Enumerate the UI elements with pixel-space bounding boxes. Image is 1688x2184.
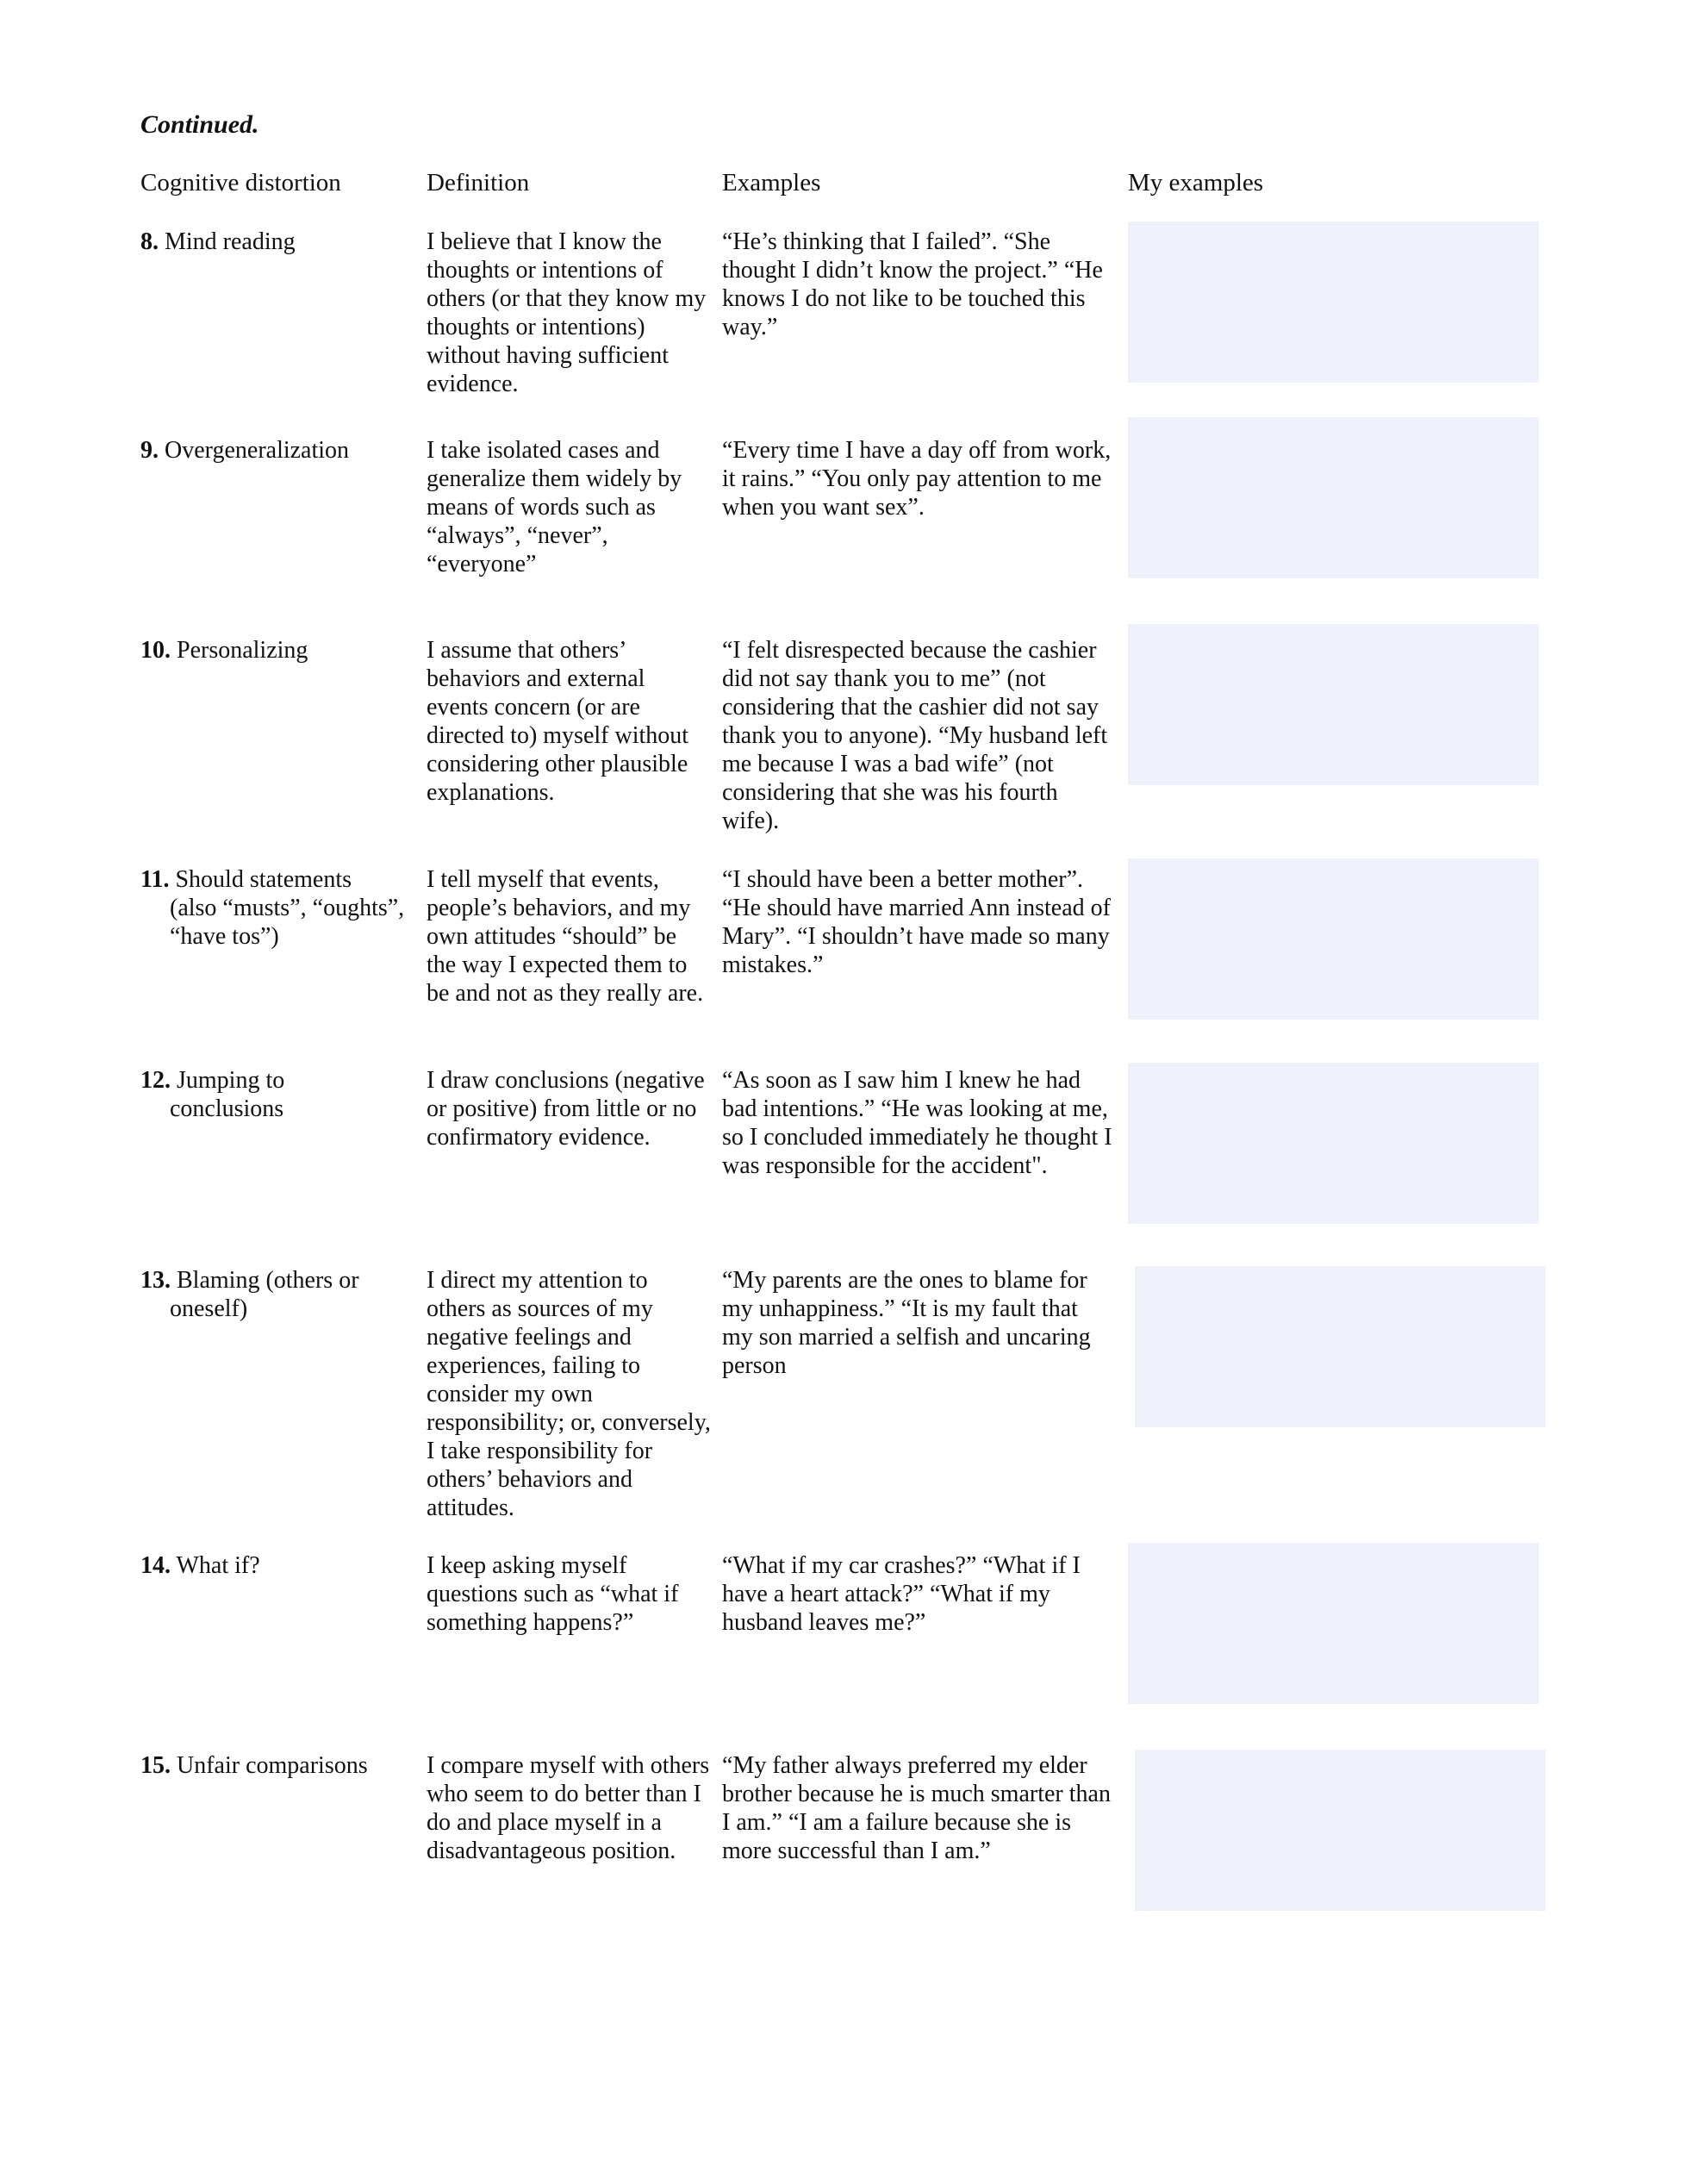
my-examples-field[interactable] (1135, 1266, 1546, 1427)
distortion-name (140, 1551, 416, 1580)
distortion-name (140, 1751, 416, 1780)
distortion-label: What if? (176, 1552, 260, 1579)
distortion-label-continued: (also “musts”, “oughts”, “have tos”) (170, 895, 405, 950)
examples-text: “Every time I have a day off from work, it rains.” “You only pay attention to me when you want sex”. (722, 437, 1112, 521)
distortion-label: Personalizing (177, 637, 308, 664)
distortion-label: Jumping to (177, 1067, 285, 1094)
examples-text: “What if my car crashes?” “What if I have a heart attack?” “What if my husband leaves me?” (722, 1552, 1081, 1636)
my-examples-field[interactable] (1128, 858, 1539, 1020)
my-examples-field[interactable] (1128, 417, 1539, 578)
distortion-label: Blaming (others or (177, 1267, 359, 1294)
definition-text: I draw conclusions (negative or positive) from little or no confirmatory evidence. (427, 1067, 705, 1151)
examples-text: “My parents are the ones to blame for my unhappiness.” “It is my fault that my son married a selfish and uncaring person (722, 1267, 1091, 1379)
definition-text: I tell myself that events, people’s behaviors, and my own attitudes “should” be the way I expected them to be and not as they really are. (427, 866, 704, 1007)
distortion-label-continued: conclusions (170, 1095, 284, 1122)
my-examples-field[interactable] (1135, 1750, 1546, 1911)
definition-text: I take isolated cases and generalize them widely by means of words such as “always”, “never”, “everyone” (427, 437, 682, 577)
continued-heading: Continued. (140, 110, 259, 139)
column-header-examples: Examples (722, 169, 821, 197)
examples-text: “I felt disrespected because the cashier did not say thank you to me” (not considering that the cashier did not say thank you to anyone). “My husband left me because I was a bad wife” (not considering that she was his fourth wife). (722, 637, 1108, 834)
distortion-name (140, 1066, 416, 1123)
definition-text: I assume that others’ behaviors and external events concern (or are directed to) myself without considering other plausible explanations. (427, 637, 689, 806)
examples-text: “As soon as I saw him I knew he had bad intentions.” “He was looking at me, so I concluded immediately he thought I was responsible for the accident". (722, 1067, 1112, 1179)
examples-text: “I should have been a better mother”. “He should have married Ann instead of Mary”. “I shouldn’t have made so many mistakes.” (722, 866, 1111, 978)
distortion-name (140, 228, 416, 256)
distortion-number: 15. (140, 1752, 171, 1779)
distortion-label-continued: oneself) (170, 1295, 248, 1322)
distortion-number: 8. (140, 228, 159, 255)
distortion-name (140, 865, 416, 951)
distortion-label: Overgeneralization (165, 437, 350, 464)
distortion-number: 9. (140, 437, 159, 464)
my-examples-field[interactable] (1128, 1543, 1539, 1704)
column-header-my-examples: My examples (1128, 169, 1264, 197)
distortion-name (140, 1266, 416, 1323)
definition-text: I direct my attention to others as sources of my negative feelings and experiences, failing to consider my own responsibility; or, conversely, I take responsibility for others’ behaviors and attitudes. (427, 1267, 711, 1521)
my-examples-field[interactable] (1128, 1063, 1539, 1224)
examples-text: “He’s thinking that I failed”. “She thought I didn’t know the project.” “He knows I do not like to be touched this way.” (722, 228, 1103, 340)
distortion-name (140, 636, 416, 665)
distortion-number: 11. (140, 866, 170, 893)
my-examples-field[interactable] (1128, 624, 1539, 785)
distortion-number: 10. (140, 637, 171, 664)
definition-text: I believe that I know the thoughts or intentions of others (or that they know my thoughts or intentions) without having sufficient evidence. (427, 228, 707, 397)
distortion-number: 14. (140, 1552, 171, 1579)
distortion-number: 12. (140, 1067, 171, 1094)
column-header-cognitive-distortion: Cognitive distortion (140, 169, 341, 197)
distortion-label: Mind reading (165, 228, 296, 255)
definition-text: I keep asking myself questions such as “what if something happens?” (427, 1552, 679, 1636)
my-examples-field[interactable] (1128, 222, 1539, 383)
distortion-label: Unfair comparisons (177, 1752, 368, 1779)
distortion-name (140, 436, 416, 465)
distortion-label: Should statements (175, 866, 352, 893)
column-header-definition: Definition (427, 169, 530, 197)
distortion-number: 13. (140, 1267, 171, 1294)
definition-text: I compare myself with others who seem to do better than I do and place myself in a disadvantageous position. (427, 1752, 710, 1864)
examples-text: “My father always preferred my elder brother because he is much smarter than I am.” “I am a failure because she is more successful than I am.” (722, 1752, 1111, 1864)
